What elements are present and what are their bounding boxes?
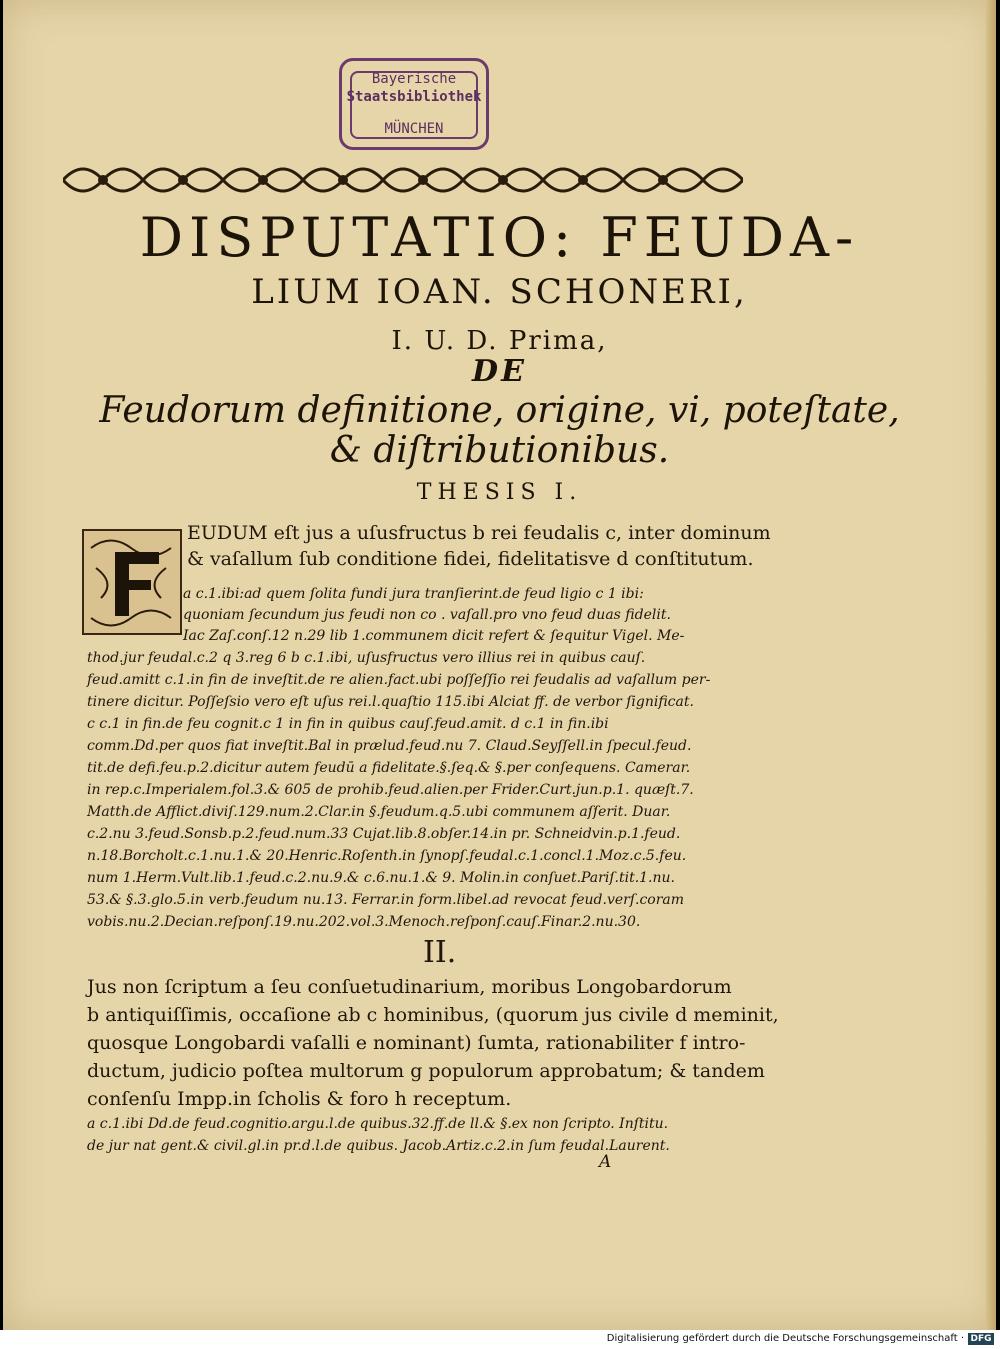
note2-line: a c.1.ibi Dd.de feud.cognitio.argu.l.de quibus.32.ff.de ll.& §.ex non ſcripto. Inſtitu. [87,1116,669,1132]
ornament-band [63,154,743,206]
title-line-5: Feudorum definitione, origine, vi, poteſtate, [99,390,900,431]
title-line-6: & diſtributionibus. [329,430,670,471]
catchword: A [599,1152,612,1172]
note1-line: thod.jur feudal.c.2 q 3.reg 6 b c.1.ibi, uſusfructus vero illius rei in quibus cauſ. [87,650,646,666]
note1-line: c c.1 in fin.de feu cognit.c 1 in fin in quibus cauſ.feud.amit. d c.1 in fin.ibi [87,716,609,732]
stamp-line-1: Bayerische [371,71,457,87]
note1-line: num 1.Herm.Vult.lib.1.feud.c.2.nu.9.& c.6.nu.1.& 9. Molin.in conſuet.Pariſ.tit.1.nu. [87,870,675,886]
title-line-2: LIUM IOAN. SCHONERI, [251,272,748,312]
title-line-1: DISPUTATIO: FEUDA- [139,206,860,269]
note1-line: tit.de defi.feu.p.2.dicitur autem feudū a fidelitate.§.ſeq.& §.per conſequens. Camerar. [87,760,691,776]
thesis1-line: & vaſallum ſub conditione fidei, fidelitatisve d conſtitutum. [187,548,754,570]
note1-line: quoniam ſecundum jus feudi non co . vaſall.pro vno feud duas fidelit. [183,607,671,623]
note1-line: n.18.Borcholt.c.1.nu.1.& 20.Henric.Roſenth.in ſynopſ.feudal.c.1.concl.1.Moz.c.5.feu. [87,848,687,864]
thesis2-line: quosque Longobardi vaſalli e nominant) ſumta, rationabiliter f intro- [87,1032,746,1054]
footer-credit: Digitalisierung gefördert durch die Deutsche Forschungsgemeinschaft · [606,1333,964,1344]
thesis2-line: Jus non ſcriptum a ſeu conſuetudinarium, moribus Longobardorum [87,976,732,998]
note1-line: Matth.de Afflict.diviſ.129.num.2.Clar.in §.feudum.q.5.ubi communem aſſerit. Duar. [87,804,671,820]
stamp-line-2: Staatsbibliothek [346,89,482,105]
thesis-2-heading: II. [423,935,457,970]
decorated-initial-f [81,528,183,636]
title-line-4: DE [472,354,527,389]
note1-line: feud.amitt c.1.in fin de inveſtit.de re alien.fact.ubi poſſeſſio rei feudalis ad vaſallum per- [87,672,711,688]
thesis1-line: EUDUM eſt jus a uſusfructus b rei feudalis c, inter dominum [187,522,771,544]
note1-line: vobis.nu.2.Decian.reſponſ.19.nu.202.vol.3.Menoch.reſponſ.cauſ.Finar.2.nu.30. [87,914,641,930]
note1-line: comm.Dd.per quos fiat inveſtit.Bal in prælud.feud.nu 7. Claud.Seyſſell.in ſpecul.feud. [87,738,692,754]
thesis-heading: THESIS I. [416,480,583,505]
book-page [3,0,996,1330]
library-stamp [339,58,489,150]
thesis2-line: b antiquiſſimis, occaſione ab c hominibus, (quorum jus civile d meminit, [87,1004,779,1026]
note1-line: tinere dicitur. Poſſeſsio vero eſt uſus rei.l.quaſtio 115.ibi Alciat ff. de verbor ſignificat. [87,694,694,710]
page-edge [986,0,996,1330]
thesis2-line: conſenſu Impp.in ſcholis & foro h receptum. [87,1088,512,1110]
note1-line: a c.1.ibi:ad quem ſolita fundi jura tranſierint.de feud ligio c 1 ibi: [183,586,644,602]
dfg-logo: DFG [968,1333,994,1345]
note2-line: de jur nat gent.& civil.gl.in pr.d.l.de quibus. Jacob.Artiz.c.2.in ſum feudal.Laurent. [87,1138,670,1154]
title-line-3: I. U. D. Prima, [391,326,608,356]
thesis2-line: ductum, judicio poſtea multorum g populorum approbatum; & tandem [87,1060,765,1082]
note1-line: 53.& §.3.glo.5.in verb.feudum nu.13. Ferrar.in form.libel.ad revocat feud.verſ.coram [87,892,685,908]
note1-line: c.2.nu 3.feud.Sonsb.p.2.feud.num.33 Cujat.lib.8.obſer.14.in pr. Schneidvin.p.1.feud. [87,826,681,842]
stamp-line-3: MÜNCHEN [384,121,444,137]
note1-line: in rep.c.Imperialem.fol.3.& 605 de prohib.feud.alien.per Frider.Curt.jun.p.1. quæſt.7. [87,782,694,798]
note1-line: Iac Zaſ.conſ.12 n.29 lib 1.communem dicit refert & ſequitur Vigel. Me- [183,628,685,644]
